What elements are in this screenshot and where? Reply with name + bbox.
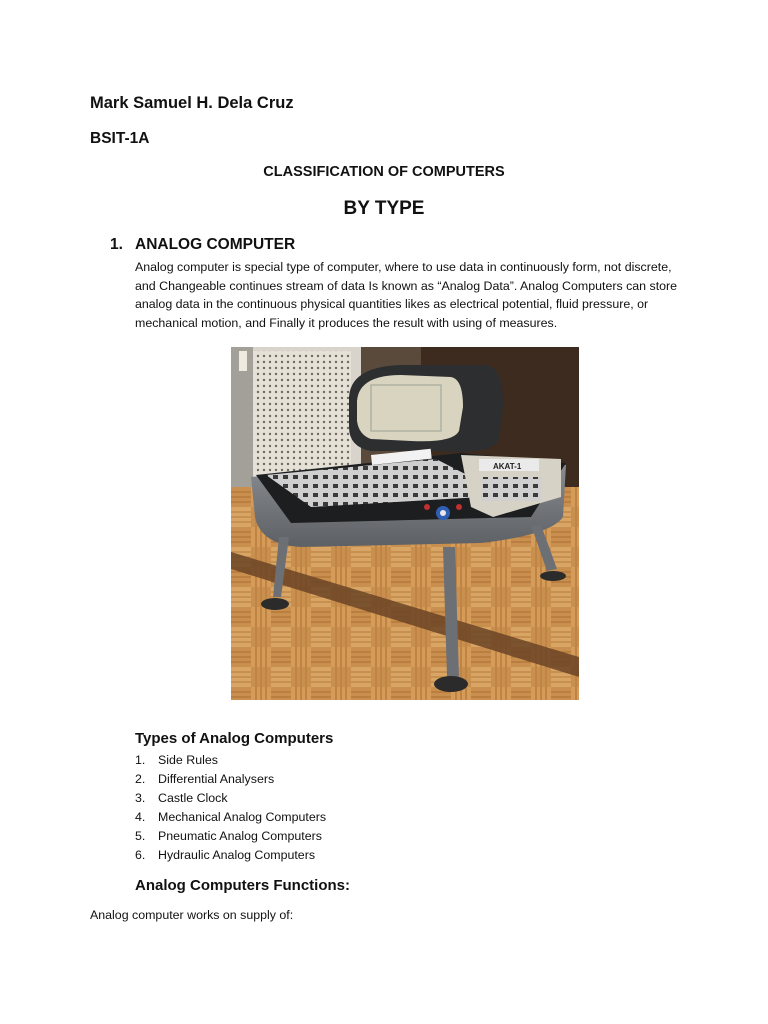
analog-computer-photo (231, 347, 579, 700)
list-item: 5. Pneumatic Analog Computers (135, 829, 322, 843)
types-heading: Types of Analog Computers (135, 730, 334, 747)
list-item: 1. Side Rules (135, 753, 218, 767)
functions-intro: Analog computer works on supply of: (90, 908, 294, 922)
class-section: BSIT-1A (90, 130, 150, 147)
author-name: Mark Samuel H. Dela Cruz (90, 94, 294, 112)
document-subtitle: BY TYPE (343, 198, 425, 219)
list-item: 6. Hydraulic Analog Computers (135, 848, 316, 862)
akat-label: AKAT-1 (493, 462, 522, 471)
list-item: 2. Differential Analysers (135, 772, 275, 786)
functions-heading: Analog Computers Functions: (135, 877, 350, 894)
list-item: 4. Mechanical Analog Computers (135, 810, 327, 824)
analog-types-list (135, 751, 326, 865)
document-title: CLASSIFICATION OF COMPUTERS (263, 164, 505, 180)
list-item: 3. Castle Clock (135, 791, 228, 805)
section-number: 1. (110, 236, 123, 253)
section-heading-analog-computer (110, 236, 295, 254)
section-heading-text: ANALOG COMPUTER (135, 236, 296, 253)
analog-computer-paragraph: Analog computer is special type of computer, where to use data in continuously form, not discrete, and Changeable continues stream of data Is known as “Analog Data”. Analog Computers can store analog data in the continuous physical quantities likes as electrical potential, fluid pressure, or mechanical motion, and Finally it produces the result with using of measures. (135, 260, 678, 330)
